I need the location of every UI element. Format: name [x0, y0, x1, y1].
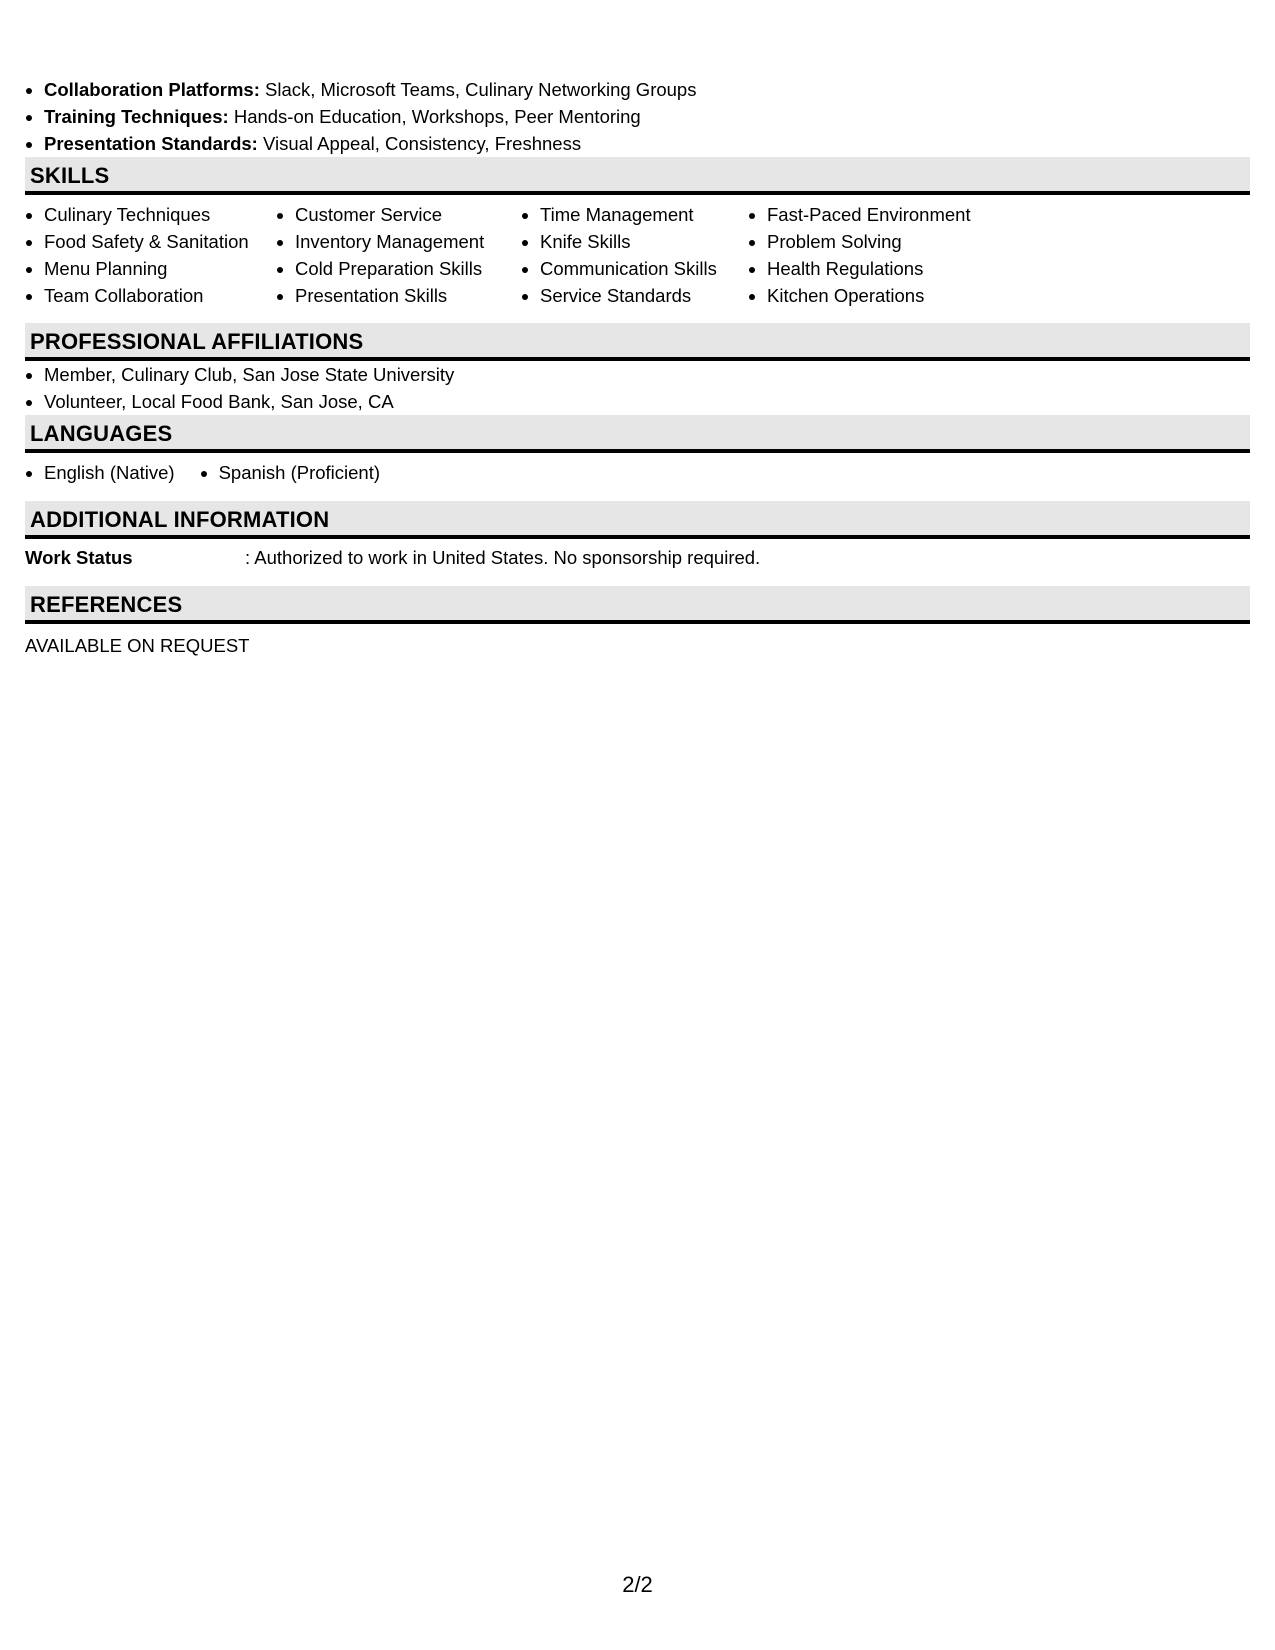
item-text: Slack, Microsoft Teams, Culinary Networking Groups [259, 79, 697, 100]
skill-item: • Fast-Paced Environment [767, 201, 1027, 228]
list-item [44, 103, 1250, 130]
skill-item: • Cold Preparation Skills [295, 255, 521, 282]
affiliation-item: • Member, Culinary Club, San Jose State University [44, 361, 1250, 388]
item-text: Hands-on Education, Workshops, Peer Mentoring [228, 106, 641, 127]
skill-item: • Customer Service [295, 201, 521, 228]
languages-list [25, 459, 1250, 486]
skill-item: • Culinary Techniques [44, 201, 276, 228]
skill-item: • Time Management [540, 201, 748, 228]
work-status-row [25, 544, 1250, 571]
item-text: Visual Appeal, Consistency, Freshness [257, 133, 582, 154]
skill-item: • Food Safety & Sanitation [44, 228, 276, 255]
skill-item: • Service Standards [540, 282, 748, 309]
list-item [44, 76, 1250, 103]
skill-item: • Team Collaboration [44, 282, 276, 309]
item-label: Training Techniques: [44, 106, 229, 127]
skill-item: • Communication Skills [540, 255, 748, 282]
skills-heading: SKILLS [25, 157, 1250, 195]
skill-item: • Health Regulations [767, 255, 1027, 282]
skill-item: • Inventory Management [295, 228, 521, 255]
skills-grid [25, 201, 1250, 309]
skill-item: • Knife Skills [540, 228, 748, 255]
tools-list [25, 76, 1250, 157]
page-number: 2/2 [622, 1572, 653, 1597]
resume-page [25, 76, 1250, 659]
skill-item: • Problem Solving [767, 228, 1027, 255]
affiliation-item: • Volunteer, Local Food Bank, San Jose, CA [44, 388, 1250, 415]
item-label: Presentation Standards: [44, 133, 258, 154]
references-text: AVAILABLE ON REQUEST [25, 635, 250, 656]
language-item: • Spanish (Proficient) [219, 459, 380, 486]
list-item [44, 130, 1250, 157]
work-status-label: Work Status [25, 547, 133, 568]
language-item: • English (Native) [44, 459, 175, 486]
additional-info-heading: ADDITIONAL INFORMATION [25, 501, 1250, 539]
skills-column [276, 201, 521, 309]
references-heading: REFERENCES [25, 586, 1250, 624]
skills-column [25, 201, 276, 309]
skills-column [748, 201, 1027, 309]
affiliations-list [25, 361, 1250, 415]
skill-item: • Presentation Skills [295, 282, 521, 309]
affiliations-heading: PROFESSIONAL AFFILIATIONS [25, 323, 1250, 361]
skill-item: • Menu Planning [44, 255, 276, 282]
work-status-value: : Authorized to work in United States. No sponsorship required. [245, 547, 761, 568]
skill-item: • Kitchen Operations [767, 282, 1027, 309]
item-label: Collaboration Platforms: [44, 79, 260, 100]
skills-column [521, 201, 748, 309]
languages-heading: LANGUAGES [25, 415, 1250, 453]
